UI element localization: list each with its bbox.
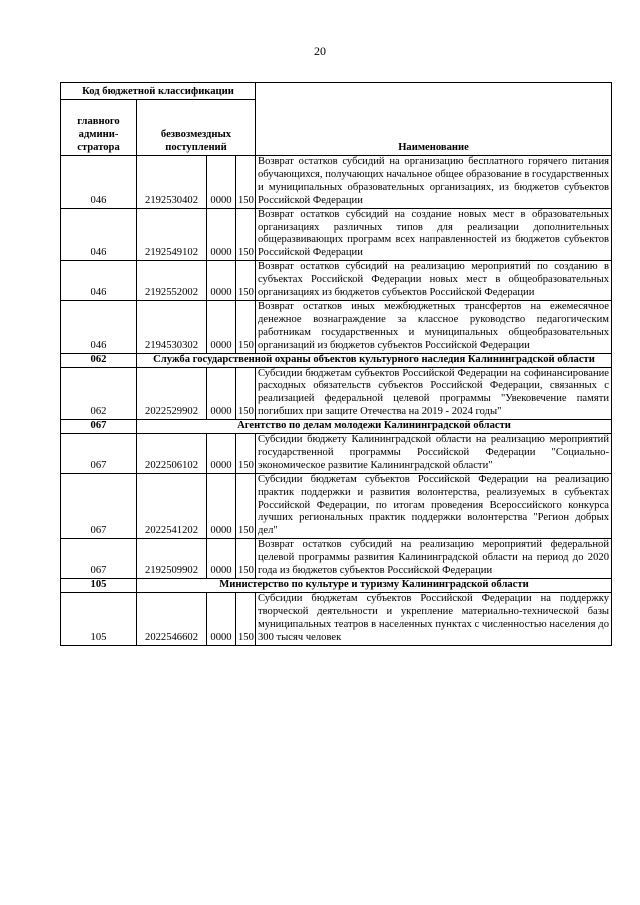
item-name: Субсидии бюджету Калининградской области на реализацию мероприятий государственной программы Российской Федерации "Социально-экономическое развитие Калининградской области" [256, 434, 612, 474]
header-admin: главного админи-стратора [61, 100, 137, 156]
admin-code: 067 [61, 473, 137, 539]
page-number: 20 [314, 44, 326, 58]
table-row [61, 300, 612, 353]
receipt-suffix: 150 [236, 539, 256, 579]
receipt-subcode: 0000 [207, 367, 236, 420]
header-receipts: безвозмездных поступлений [137, 100, 256, 156]
header-code-group: Код бюджетной классификации [61, 83, 256, 100]
section-row [61, 579, 612, 593]
section-title: Служба государственной охраны объектов культурного наследия Калининградской области [137, 353, 612, 367]
receipt-code: 2022506102 [137, 434, 207, 474]
receipt-suffix: 150 [236, 261, 256, 301]
receipt-subcode: 0000 [207, 434, 236, 474]
section-row [61, 420, 612, 434]
receipt-code: 2192530402 [137, 156, 207, 209]
receipt-suffix: 150 [236, 300, 256, 353]
receipt-suffix: 150 [236, 156, 256, 209]
table-row [61, 156, 612, 209]
table-row [61, 367, 612, 420]
section-title: Агентство по делам молодежи Калининградской области [137, 420, 612, 434]
section-admin-code: 062 [61, 353, 137, 367]
receipt-suffix: 150 [236, 434, 256, 474]
table-row [61, 473, 612, 539]
section-admin-code: 105 [61, 579, 137, 593]
admin-code: 046 [61, 300, 137, 353]
table-row [61, 434, 612, 474]
receipt-subcode: 0000 [207, 156, 236, 209]
header-name: Наименование [256, 83, 612, 156]
receipt-code: 2022529902 [137, 367, 207, 420]
receipt-code: 2192509902 [137, 539, 207, 579]
table-row [61, 261, 612, 301]
item-name: Возврат остатков иных межбюджетных трансфертов на ежемесячное денежное вознаграждение за классное руководство педагогическим работникам государственных и муниципальных общеобразовательных организаций из бюджетов субъектов Российской Федерации [256, 300, 612, 353]
item-name: Возврат остатков субсидий на организацию бесплатного горячего питания обучающихся, получающих начальное общее образование в государственных и муниципальных образовательных организациях, из бюджетов субъектов Российской Федерации [256, 156, 612, 209]
receipt-suffix: 150 [236, 592, 256, 645]
receipt-suffix: 150 [236, 473, 256, 539]
receipt-subcode: 0000 [207, 208, 236, 261]
section-admin-code: 067 [61, 420, 137, 434]
budget-classification-table [60, 82, 612, 646]
item-name: Возврат остатков субсидий на создание новых мест в образовательных организациях различных типов для реализации дополнительных общеразвивающих программ всех направленностей из бюджетов субъектов Российской Федерации [256, 208, 612, 261]
header-row-top [61, 83, 612, 100]
item-name: Возврат остатков субсидий на реализацию мероприятий федеральной целевой программы развития Калининградской области на период до 2020 года из бюджетов субъектов Российской Федерации [256, 539, 612, 579]
item-name: Субсидии бюджетам субъектов Российской Федерации на софинансирование расходных обязательств субъектов Российской Федерации, связанных с реализацией федеральной целевой программы "Увековечение памяти погибших при защите Отечества на 2019 - 2024 годы" [256, 367, 612, 420]
receipt-code: 2022546602 [137, 592, 207, 645]
admin-code: 105 [61, 592, 137, 645]
receipt-subcode: 0000 [207, 473, 236, 539]
receipt-suffix: 150 [236, 208, 256, 261]
receipt-code: 2192552002 [137, 261, 207, 301]
admin-code: 067 [61, 539, 137, 579]
table-body [61, 156, 612, 646]
table-row [61, 539, 612, 579]
admin-code: 046 [61, 156, 137, 209]
admin-code: 067 [61, 434, 137, 474]
receipt-subcode: 0000 [207, 539, 236, 579]
item-name: Субсидии бюджетам субъектов Российской Федерации на реализацию практик поддержки и развития волонтерства, реализуемых в субъектах Российской Федерации, по итогам проведения Всероссийского конкурса лучших региональных практик поддержки волонтерства "Регион добрых дел" [256, 473, 612, 539]
receipt-subcode: 0000 [207, 261, 236, 301]
receipt-suffix: 150 [236, 367, 256, 420]
item-name: Субсидии бюджетам субъектов Российской Федерации на поддержку творческой деятельности и укрепление материально-технической базы муниципальных театров в населенных пунктах с численностью населения до 300 тысяч человек [256, 592, 612, 645]
table-row [61, 208, 612, 261]
section-row [61, 353, 612, 367]
receipt-subcode: 0000 [207, 592, 236, 645]
admin-code: 062 [61, 367, 137, 420]
receipt-code: 2194530302 [137, 300, 207, 353]
receipt-code: 2022541202 [137, 473, 207, 539]
admin-code: 046 [61, 261, 137, 301]
item-name: Возврат остатков субсидий на реализацию мероприятий по созданию в субъектах Российской Федерации новых мест в общеобразовательных организациях из бюджетов субъектов Российской Федерации [256, 261, 612, 301]
table-row [61, 592, 612, 645]
admin-code: 046 [61, 208, 137, 261]
section-title: Министерство по культуре и туризму Калининградской области [137, 579, 612, 593]
receipt-code: 2192549102 [137, 208, 207, 261]
receipt-subcode: 0000 [207, 300, 236, 353]
